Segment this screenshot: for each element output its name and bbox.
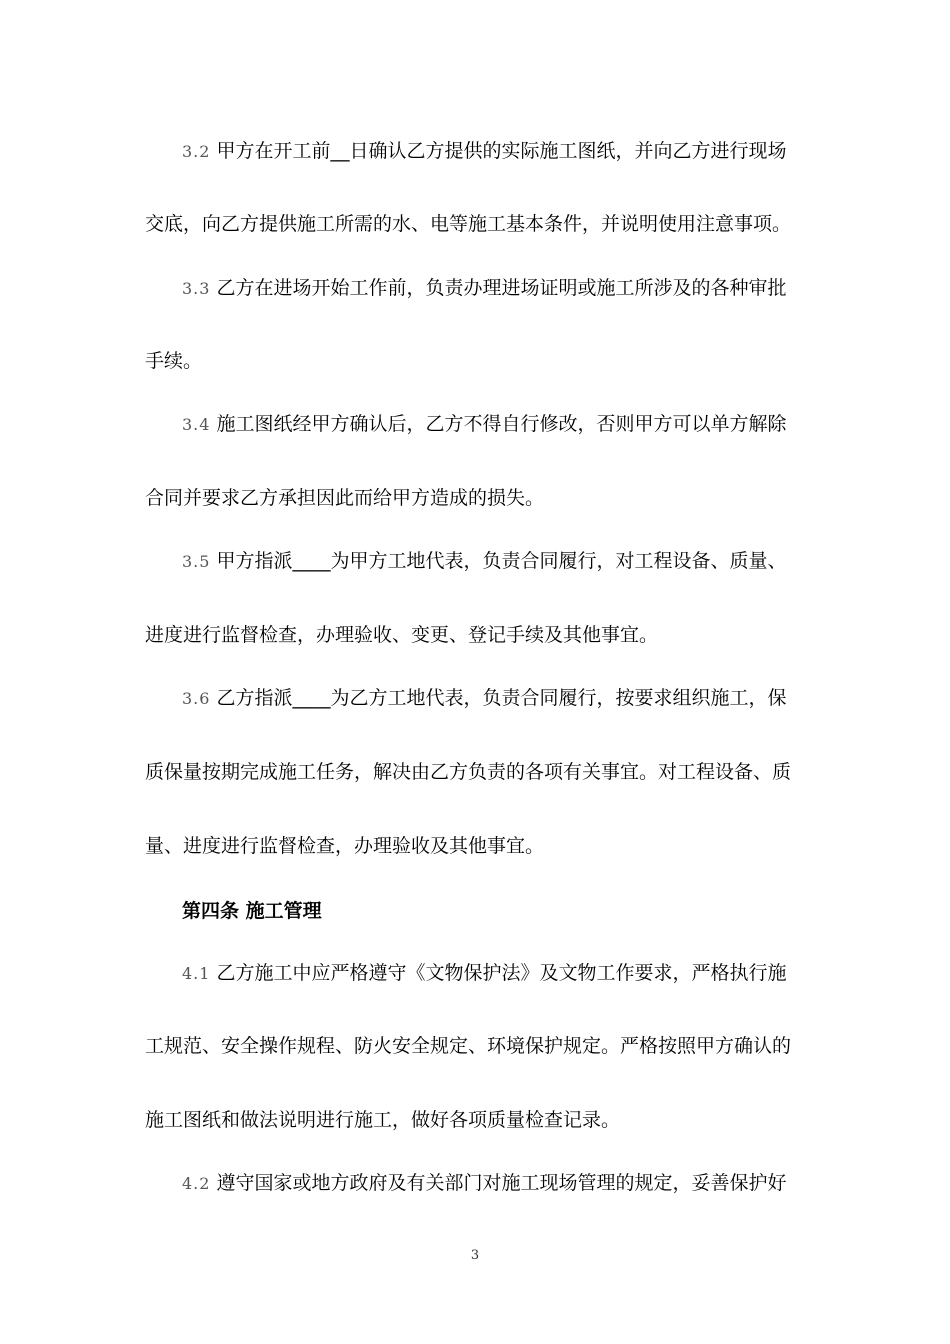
clause-number: 3.2 [182, 142, 211, 161]
clause-text: 量、进度进行监督检查，办理验收及其他事宜。 [145, 835, 545, 857]
clause-number: 4.2 [182, 1174, 211, 1193]
clause-3-3-line-1 [182, 276, 787, 301]
section-heading [182, 899, 322, 923]
clause-text: 甲方指派____为甲方工地代表，负责合同履行，对工程设备、质量、 [216, 550, 787, 572]
clause-number: 4.1 [182, 964, 211, 983]
clause-text: 乙方在进场开始工作前，负责办理进场证明或施工所涉及的各种审批 [216, 277, 787, 299]
clause-3-2-line-2 [145, 212, 791, 236]
clause-text: 施工图纸和做法说明进行施工，做好各项质量检查记录。 [145, 1109, 621, 1131]
clause-4-1-line-2 [145, 1034, 791, 1058]
clause-3-6-line-3 [145, 834, 544, 858]
clause-3-6-line-2 [145, 760, 791, 784]
clause-text: 手续。 [145, 350, 203, 372]
clause-3-5-line-2 [145, 623, 658, 647]
page-number: 3 [470, 1248, 480, 1263]
section-title: 第四条 施工管理 [182, 900, 322, 922]
clause-number: 3.3 [182, 279, 211, 298]
clause-text: 乙方施工中应严格遵守《文物保护法》及文物工作要求，严格执行施 [216, 962, 787, 984]
clause-text: 质保量按期完成施工任务，解决由乙方负责的各项有关事宜。对工程设备、质 [145, 761, 792, 783]
clause-3-6-line-1 [182, 686, 787, 711]
clause-3-5-line-1 [182, 549, 787, 574]
clause-number: 3.4 [182, 415, 211, 434]
clause-4-1-line-1 [182, 961, 787, 986]
clause-text: 工规范、安全操作规程、防火安全规定、环境保护规定。严格按照甲方确认的 [145, 1035, 792, 1057]
clause-text: 遵守国家或地方政府及有关部门对施工现场管理的规定，妥善保护好 [216, 1172, 787, 1194]
clause-text: 交底，向乙方提供施工所需的水、电等施工基本条件，并说明使用注意事项。 [145, 213, 792, 235]
clause-4-2-line-1 [182, 1171, 787, 1196]
clause-number: 3.6 [182, 689, 211, 708]
clause-3-4-line-2 [145, 486, 544, 510]
clause-text: 乙方指派____为乙方工地代表，负责合同履行，按要求组织施工，保 [216, 687, 787, 709]
clause-text: 施工图纸经甲方确认后，乙方不得自行修改，否则甲方可以单方解除 [216, 413, 787, 435]
clause-3-3-line-2 [145, 349, 202, 373]
clause-text: 合同并要求乙方承担因此而给甲方造成的损失。 [145, 487, 545, 509]
clause-text: 进度进行监督检查，办理验收、变更、登记手续及其他事宜。 [145, 624, 659, 646]
clause-3-4-line-1 [182, 412, 787, 437]
clause-3-2-line-1 [182, 139, 787, 164]
clause-4-1-line-3 [145, 1108, 620, 1132]
clause-text: 甲方在开工前__日确认乙方提供的实际施工图纸，并向乙方进行现场 [216, 140, 787, 162]
clause-number: 3.5 [182, 552, 211, 571]
